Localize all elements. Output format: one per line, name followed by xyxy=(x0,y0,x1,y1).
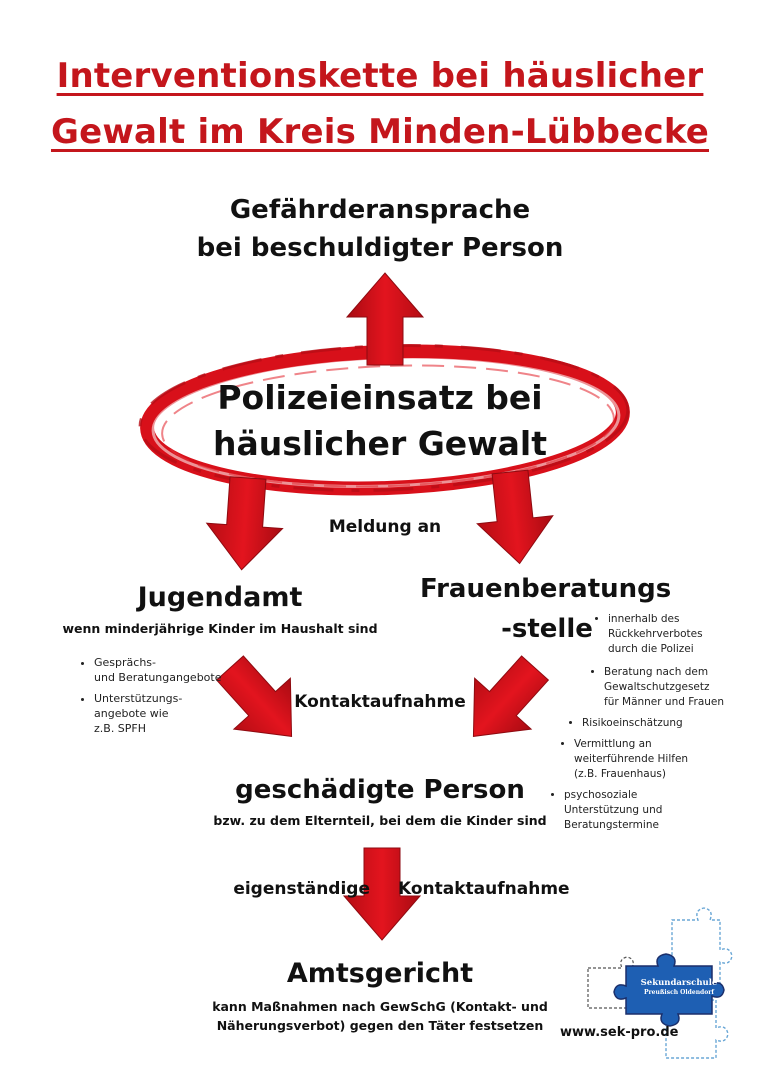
page-title-line2: Gewalt im Kreis Minden-Lübbecke xyxy=(50,112,709,152)
eigenstaendige-label: eigenständige xyxy=(233,879,370,899)
logo-school-place: Preußisch Oldendorf xyxy=(644,989,714,996)
frauen-bullet-4: • Vermittlung an weiterführende Hilfen (z.B. Frauenhaus) xyxy=(574,737,750,782)
jugendamt-bullet-list xyxy=(78,655,248,736)
geschaedigte-person-subtitle: bzw. zu dem Elternteil, bei dem die Kinder sind xyxy=(213,813,547,828)
amtsgericht-text-line2: Näherungsverbot) gegen den Täter festsetzen xyxy=(216,1018,544,1033)
website-link[interactable]: www.sek-pro.de xyxy=(560,1025,679,1040)
frauen-bullet-3: • Risikoeinschätzung xyxy=(582,716,750,731)
polizeieinsatz-box xyxy=(0,375,760,467)
polizeieinsatz-line1: Polizeieinsatz bei xyxy=(217,378,543,417)
gefaehrderansprache-line2: bei beschuldigter Person xyxy=(196,233,564,263)
meldung-an-label: Meldung an xyxy=(328,517,442,537)
frauenberatung-title-line2: -stelle xyxy=(501,614,593,644)
amtsgericht-title: Amtsgericht xyxy=(286,958,474,989)
polizeieinsatz-line2: häuslicher Gewalt xyxy=(212,424,548,463)
frauen-bullet-2: • Beratung nach dem Gewaltschutzgesetz für Männer und Frauen xyxy=(604,665,750,710)
eigen-kontaktaufnahme-label: Kontaktaufnahme xyxy=(398,879,570,899)
frauen-bullet-1: • innerhalb des Rückkehrverbotes durch die Polizei xyxy=(608,612,750,657)
gefaehrderansprache-box xyxy=(0,191,760,267)
gefaehrderansprache-line1: Gefährderansprache xyxy=(229,195,531,225)
page-title-line1: Interventionskette bei häuslicher xyxy=(56,56,704,96)
amtsgericht-text-line1: kann Maßnahmen nach GewSchG (Kontakt- und xyxy=(212,999,548,1014)
jugendamt-bullet-2: • Unterstützungs- angebote wie z.B. SPFH xyxy=(94,691,248,736)
logo-school-name: Sekundarschule xyxy=(640,978,718,988)
jugendamt-bullet-1: • Gesprächs- und Beratungangebote xyxy=(94,655,248,685)
frauenberatung-title-line1: Frauenberatungs xyxy=(420,574,672,604)
geschaedigte-person-title: geschädigte Person xyxy=(235,775,525,805)
jugendamt-title: Jugendamt xyxy=(137,582,303,613)
logo-text xyxy=(636,978,722,998)
frauen-bullet-5: • psychosoziale Unterstützung und Beratungstermine xyxy=(564,788,750,833)
jugendamt-subtitle: wenn minderjährige Kinder im Haushalt sind xyxy=(62,621,378,636)
kontaktaufnahme-label: Kontaktaufnahme xyxy=(294,692,466,712)
